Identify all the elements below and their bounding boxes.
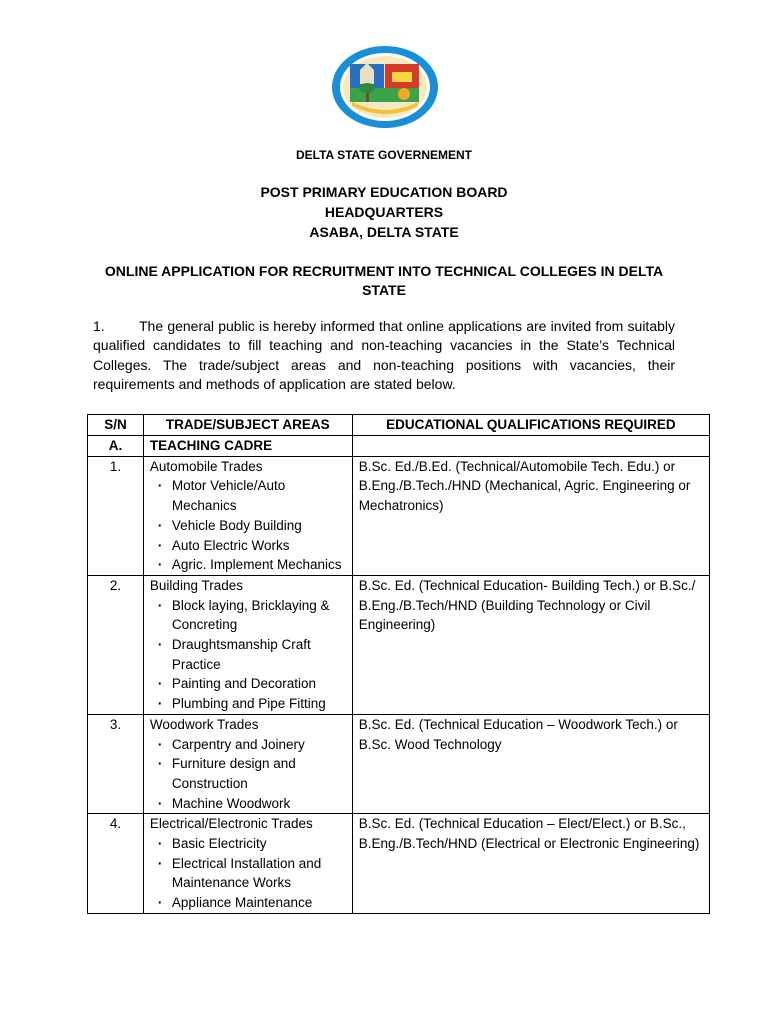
list-item: · Appliance Maintenance xyxy=(158,893,346,913)
row-sn: 1. xyxy=(88,456,144,575)
section-sn: A. xyxy=(88,436,144,457)
list-item: · Painting and Decoration xyxy=(158,674,346,694)
row-qualification: B.Sc. Ed. (Technical Education – Elect/Elect.) or B.Sc., B.Eng./B.Tech/HND (Electrical or Electronic Engineering) xyxy=(352,814,709,914)
trade-items xyxy=(150,735,346,814)
trade-name: Building Trades xyxy=(149,577,243,593)
header-qualifications: EDUCATIONAL QUALIFICATIONS REQUIRED xyxy=(352,415,709,436)
delta-state-seal-logo xyxy=(330,44,440,130)
intro-paragraph xyxy=(93,317,675,394)
row-qualification: B.Sc. Ed./B.Ed. (Technical/Automobile Tech. Edu.) or B.Eng./B.Tech./HND (Mechanical, Agric. Engineering or Mechatronics) xyxy=(352,456,709,575)
row-trade xyxy=(143,575,352,714)
list-item: · Carpentry and Joinery xyxy=(158,735,346,755)
row-trade xyxy=(143,714,352,814)
header-trade: TRADE/SUBJECT AREAS xyxy=(143,415,352,436)
list-item: · Machine Woodwork xyxy=(158,794,346,814)
row-sn: 4. xyxy=(88,814,144,914)
list-item: · Auto Electric Works xyxy=(158,536,346,556)
trade-items xyxy=(150,476,346,575)
trade-items xyxy=(150,596,346,714)
row-qualification: B.Sc. Ed. (Technical Education – Woodwork Tech.) or B.Sc. Wood Technology xyxy=(352,714,709,814)
list-item: · Basic Electricity xyxy=(158,834,346,854)
list-item: · Block laying, Bricklaying & Concreting xyxy=(158,596,346,635)
paragraph-number: 1. xyxy=(93,318,105,334)
government-heading: DELTA STATE GOVERNEMENT xyxy=(296,148,472,162)
trade-name: Automobile Trades xyxy=(149,458,263,474)
list-item: · Plumbing and Pipe Fitting xyxy=(158,694,346,714)
board-name: POST PRIMARY EDUCATION BOARD xyxy=(260,184,508,200)
trade-name: Woodwork Trades xyxy=(149,716,259,732)
section-empty xyxy=(352,436,709,457)
section-label: TEACHING CADRE xyxy=(143,436,352,457)
row-sn: 2. xyxy=(88,575,144,714)
paragraph-text: The general public is hereby informed that online applications are invited from suitably qualified candidates to fill teaching and non-teaching vacancies in the State’s Technical Colleges. The trade/subject areas and non-teaching positions with vacancies, their requirements and methods of application are stated below. xyxy=(93,318,675,392)
list-item: · Draughtsmanship Craft Practice xyxy=(158,635,346,674)
section-row xyxy=(88,436,710,457)
document-title: ONLINE APPLICATION FOR RECRUITMENT INTO TECHNICAL COLLEGES IN DELTA STATE xyxy=(104,263,664,298)
row-sn: 3. xyxy=(88,714,144,814)
board-heading xyxy=(60,182,708,242)
vacancies-table xyxy=(87,414,710,914)
trade-name: Electrical/Electronic Trades xyxy=(149,816,313,832)
table-row xyxy=(88,456,710,575)
table-row xyxy=(88,714,710,814)
table-row xyxy=(88,814,710,914)
row-trade xyxy=(143,814,352,914)
list-item: · Agric. Implement Mechanics xyxy=(158,555,346,575)
table-row xyxy=(88,575,710,714)
row-trade xyxy=(143,456,352,575)
list-item: · Motor Vehicle/Auto Mechanics xyxy=(158,476,346,515)
list-item: · Furniture design and Construction xyxy=(158,754,346,793)
trade-items xyxy=(150,834,346,913)
header-sn: S/N xyxy=(88,415,144,436)
board-location: ASABA, DELTA STATE xyxy=(309,224,459,240)
list-item: · Electrical Installation and Maintenance Works xyxy=(158,854,346,893)
list-item: · Vehicle Body Building xyxy=(158,516,346,536)
board-headquarters: HEADQUARTERS xyxy=(324,204,444,220)
row-qualification: B.Sc. Ed. (Technical Education- Building Tech.) or B.Sc./ B.Eng./B.Tech/HND (Building Technology or Civil Engineering) xyxy=(352,575,709,714)
table-header-row xyxy=(88,415,710,436)
